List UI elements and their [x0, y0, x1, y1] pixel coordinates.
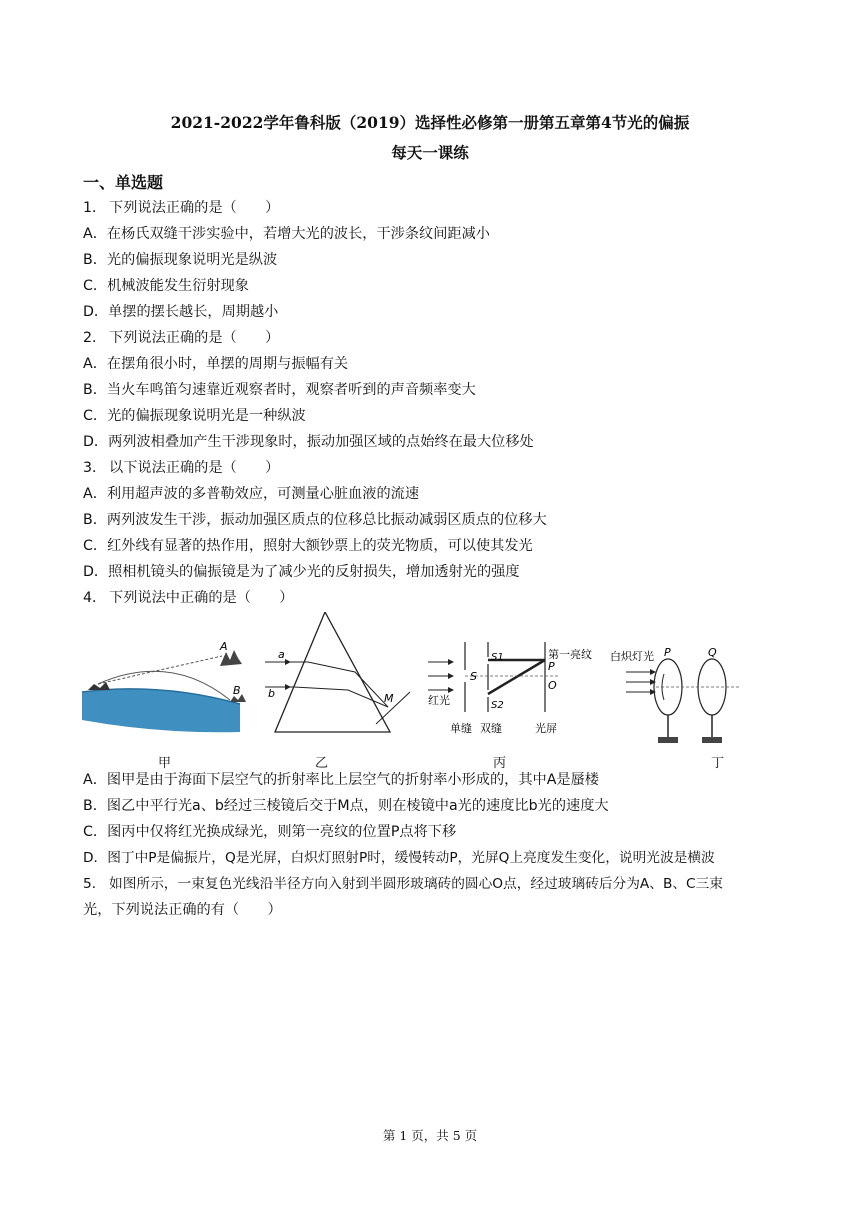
- question-number: 1．: [83, 200, 107, 216]
- question-1-option-a: A．在杨氏双缝干涉实验中，若增大光的波长，干涉条纹间距减小: [83, 226, 490, 242]
- page-footer: 第 1 页，共 5 页: [382, 1128, 478, 1143]
- question-5-stem: [83, 874, 723, 894]
- label-p: P: [664, 646, 671, 659]
- question-number: 4．: [83, 590, 107, 606]
- question-1-option-d: D．单摆的摆长越长，周期越小: [83, 304, 279, 320]
- label-a: a: [278, 648, 285, 661]
- question-2-option-c: C．光的偏振现象说明光是一种纵波: [83, 408, 306, 424]
- ray-a-path: [308, 662, 388, 707]
- question-1-option-c: C．机械波能发生衍射现象: [83, 278, 249, 294]
- label-b: b: [268, 687, 275, 700]
- label-first-bright-fringe: 第一亮纹: [548, 648, 592, 661]
- question-2-option-b: B．当火车鸣笛匀速靠近观察者时，观察者听到的声音频率变大: [83, 382, 476, 398]
- document-title-line2: 每天一课练: [391, 143, 469, 162]
- question-2-option-a: A．在摆角很小时，单摆的周期与振幅有关: [83, 356, 349, 372]
- question-number: 3．: [83, 460, 107, 476]
- question-text: 下列说法正确的是（ ）: [109, 330, 280, 346]
- question-4-option-c: C．图丙中仅将红光换成绿光，则第一亮纹的位置P点将下移: [83, 824, 457, 840]
- label-o: O: [548, 679, 557, 692]
- caption-bing: 丙: [493, 756, 507, 771]
- question-text: 下列说法中正确的是（ ）: [109, 590, 294, 606]
- question-1-stem: [83, 198, 279, 218]
- figure-ding: [610, 646, 740, 743]
- question-1-option-b: B．光的偏振现象说明光是纵波: [83, 252, 278, 268]
- caption-ding: 丁: [711, 756, 725, 771]
- question-2-option-d: D．两列波相叠加产生干涉现象时，振动加强区域的点始终在最大位移处: [83, 434, 534, 450]
- question-4-option-d: D．图丁中P是偏振片，Q是光屏，白炽灯照射P时，缓慢转动P，光屏Q上亮度发生变化，说明光波是横波: [83, 850, 715, 866]
- label-screen: 光屏: [535, 722, 557, 735]
- caption-yi: 乙: [315, 756, 329, 771]
- label-s: S: [470, 670, 477, 683]
- question-number: 2．: [83, 330, 107, 346]
- ray-b-path: [294, 687, 388, 707]
- label-m: M: [384, 692, 394, 705]
- figure-bing: [428, 642, 592, 735]
- question-3-option-b: B．两列波发生干涉，振动加强区质点的位移总比振动减弱区质点的位移大: [83, 512, 547, 528]
- sea-surface: [82, 689, 240, 732]
- section-heading: 一、单选题: [83, 173, 164, 192]
- label-s2: S2: [491, 700, 504, 711]
- label-p: P: [548, 660, 555, 673]
- question-3-option-d: D．照相机镜头的偏振镜是为了减少光的反射损失，增加透射光的强度: [83, 564, 520, 580]
- question-3-option-c: C．红外线有显著的热作用，照射大额钞票上的荧光物质，可以使其发光: [83, 538, 533, 554]
- question-4-option-a: A．图甲是由于海面下层空气的折射率比上层空气的折射率小形成的，其中A是蜃楼: [83, 772, 599, 788]
- line-of-sight: [98, 656, 222, 684]
- label-b: B: [233, 684, 241, 697]
- label-incandescent-light: 白炽灯光: [610, 650, 654, 663]
- question-3-option-a: A．利用超声波的多普勒效应，可测量心脏血液的流速: [83, 486, 420, 502]
- caption-jia: 甲: [158, 756, 172, 771]
- question-text: 如图所示，一束复色光线沿半径方向入射到半圆形玻璃砖的圆心O点，经过玻璃砖后分为A、B、C三束: [109, 876, 723, 892]
- label-s1: S1: [491, 652, 504, 663]
- question-text: 以下说法正确的是（ ）: [109, 460, 280, 476]
- question-4-option-b: B．图乙中平行光a、b经过三棱镜后交于M点，则在棱镜中a光的速度比b光的速度大: [83, 798, 609, 814]
- label-red-light: 红光: [428, 694, 450, 707]
- question-5-stem-line2: 光，下列说法正确的有（ ）: [83, 902, 282, 918]
- question-4-stem: [83, 588, 293, 608]
- label-double-slit: 双缝: [480, 722, 502, 735]
- label-q: Q: [708, 646, 717, 659]
- question-number: 5．: [83, 876, 106, 892]
- prism: [275, 612, 390, 732]
- question-2-stem: [83, 328, 279, 348]
- figure-yi: [265, 612, 410, 732]
- figure-jia: [82, 640, 246, 732]
- question-text: 下列说法正确的是（ ）: [109, 200, 280, 216]
- document-title-line1: 2021-2022学年鲁科版（2019）选择性必修第一册第五章第4节光的偏振: [170, 113, 690, 132]
- question-3-stem: [83, 458, 279, 478]
- label-a: A: [220, 640, 228, 653]
- question-4-figure: [80, 612, 780, 770]
- label-single-slit: 单缝: [450, 722, 472, 735]
